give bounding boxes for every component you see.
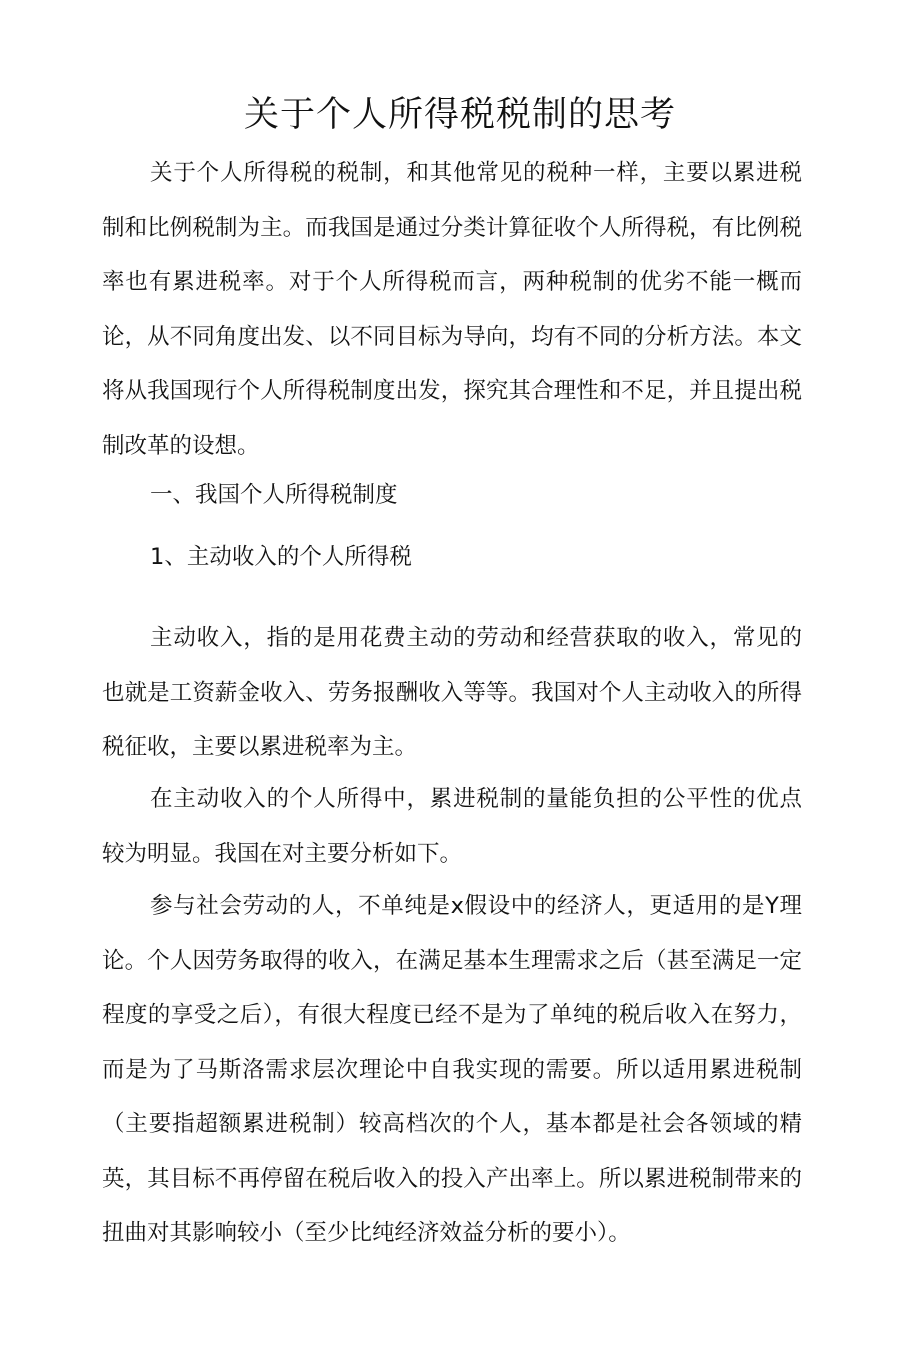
intro-paragraph: 关于个人所得税的税制，和其他常见的税种一样，主要以累进税制和比例税制为主。而我国是通过分类计算征收个人所得税，有比例税率也有累进税率。对于个人所得税而言，两种税制的优劣不能一概而论，从不同角度出发、以不同目标为导向，均有不同的分析方法。本文将从我国现行个人所得税制度出发，探究其合理性和不足，并且提出税制改革的设想。 bbox=[102, 160, 802, 459]
section-heading: 一、我国个人所得税制度 bbox=[150, 482, 398, 508]
theory-paragraph: 参与社会劳动的人，不单纯是x假设中的经济人，更适用的是Y理论。个人因劳务取得的收入，在满足基本生理需求之后（甚至满足一定程度的享受之后），有很大程度已经不是为了单纯的税后收入在努力，而是为了马斯洛需求层次理论中自我实现的需要。所以适用累进税制（主要指超额累进税制）较高档次的个人，基本都是社会各领域的精英，其目标不再停留在税后收入的投入产出率上。所以累进税制带来的扭曲对其影响较小（至少比纯经济效益分析的要小）。 bbox=[102, 893, 802, 1246]
subsection-heading: 1、主动收入的个人所得税 bbox=[150, 544, 412, 570]
active-income-paragraph: 主动收入，指的是用花费主动的劳动和经营获取的收入，常见的也就是工资薪金收入、劳务报酬收入等等。我国对个人主动收入的所得税征收，主要以累进税率为主。 bbox=[102, 625, 802, 760]
document-title: 关于个人所得税税制的思考 bbox=[243, 95, 676, 135]
fairness-paragraph: 在主动收入的个人所得中，累进税制的量能负担的公平性的优点较为明显。我国在对主要分析如下。 bbox=[102, 786, 802, 867]
